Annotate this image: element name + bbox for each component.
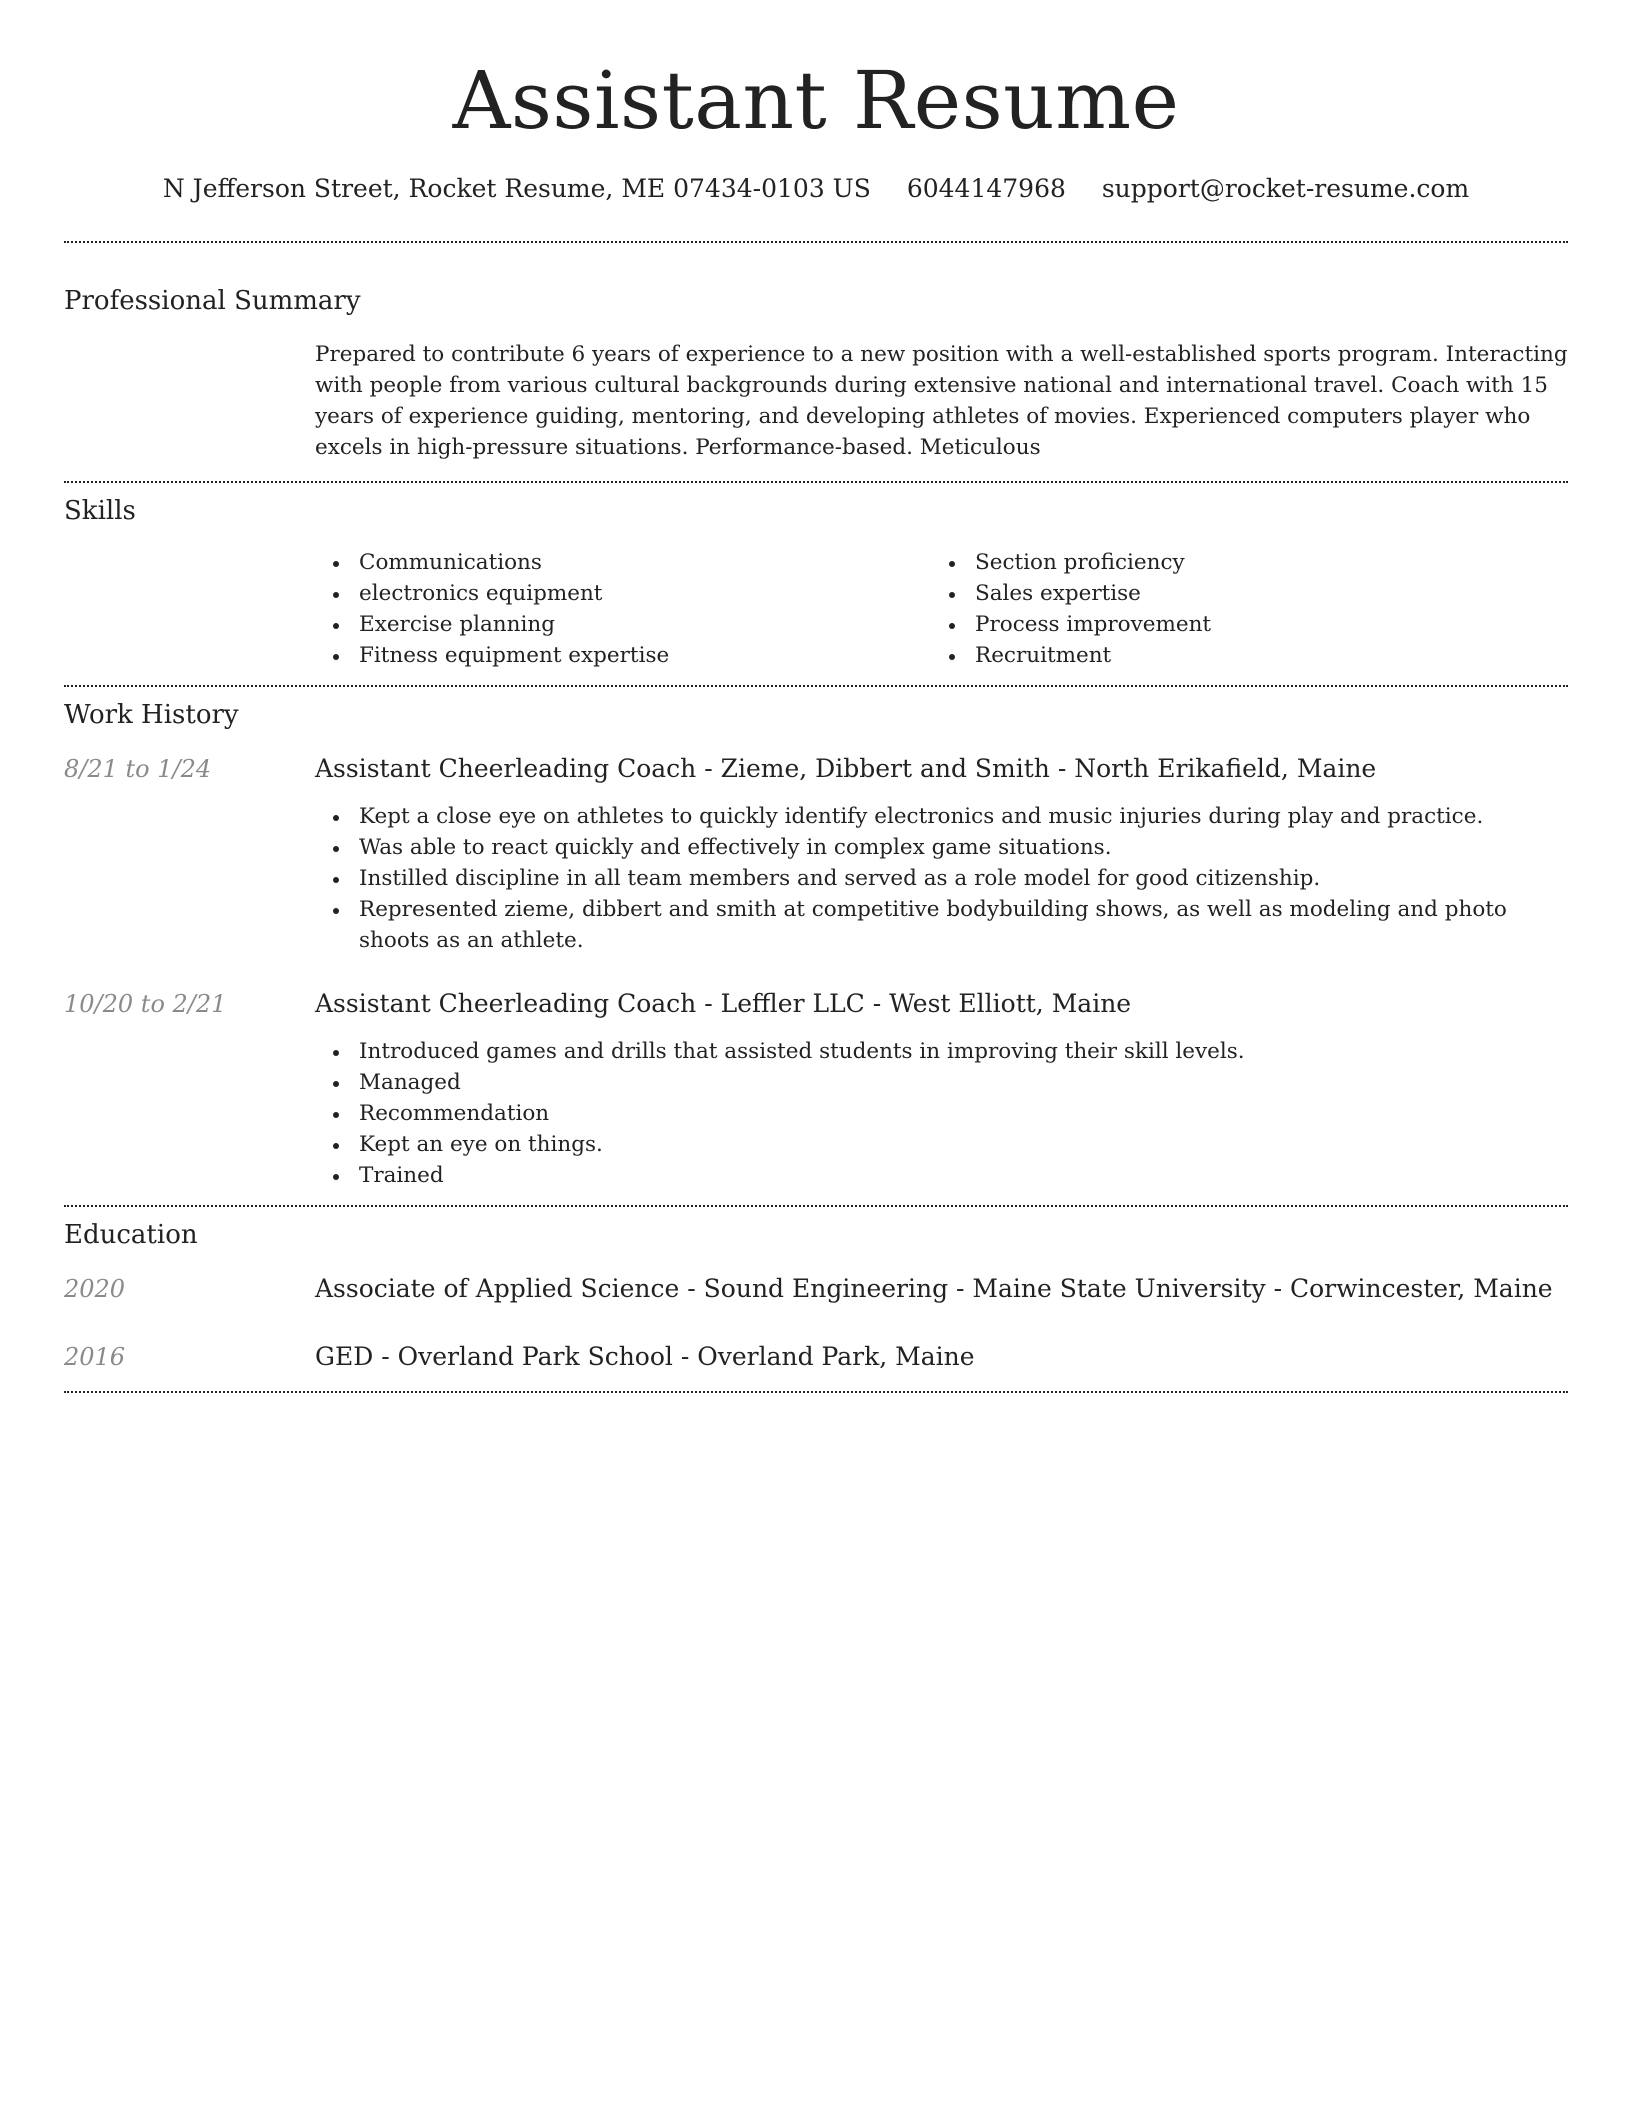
skill-item: Recruitment <box>931 640 1547 671</box>
skills-section <box>64 483 1568 671</box>
work-date: 10/20 to 2/21 <box>64 990 227 1018</box>
skills-column-left <box>315 547 931 671</box>
work-bullet: Introduced games and drills that assisted students in improving their skill levels. <box>315 1036 1568 1067</box>
education-heading: Education <box>64 1220 198 1250</box>
contact-email: support@rocket-resume.com <box>1101 174 1470 203</box>
education-date: 2020 <box>64 1275 126 1303</box>
work-section <box>64 687 1568 1191</box>
skills-heading: Skills <box>64 496 136 526</box>
work-bullets <box>315 801 1568 956</box>
work-bullet: Recommendation <box>315 1098 1568 1129</box>
work-title: Assistant Cheerleading Coach - Zieme, Dibbert and Smith - North Erikafield, Maine <box>315 754 1377 783</box>
skill-item: Process improvement <box>931 609 1547 640</box>
education-title: Associate of Applied Science - Sound Engineering - Maine State University - Corwincester, Maine <box>315 1274 1553 1303</box>
education-entry <box>64 1341 1568 1373</box>
resume-title: Assistant Resume <box>452 54 1180 147</box>
contact-line <box>64 172 1568 206</box>
skill-item: Communications <box>315 547 931 578</box>
education-entries <box>64 1273 1568 1373</box>
education-title: GED - Overland Park School - Overland Park, Maine <box>315 1342 975 1371</box>
work-entries <box>64 753 1568 1191</box>
work-bullet: Represented zieme, dibbert and smith at competitive bodybuilding shows, as well as modeling and photo shoots as an athlete. <box>315 894 1568 956</box>
skill-item: Fitness equipment expertise <box>315 640 931 671</box>
work-bullet: Managed <box>315 1067 1568 1098</box>
work-heading: Work History <box>64 700 239 730</box>
skill-item: Sales expertise <box>931 578 1547 609</box>
work-bullets <box>315 1036 1568 1191</box>
work-date: 8/21 to 1/24 <box>64 755 212 783</box>
summary-heading: Professional Summary <box>64 286 361 316</box>
work-entry <box>64 753 1568 956</box>
skills-list <box>315 547 1568 671</box>
work-bullet: Kept a close eye on athletes to quickly identify electronics and music injuries during play and practice. <box>315 801 1568 832</box>
work-bullet: Kept an eye on things. <box>315 1129 1568 1160</box>
work-bullet: Was able to react quickly and effectively in complex game situations. <box>315 832 1568 863</box>
summary-text: Prepared to contribute 6 years of experience to a new position with a well-established sports program. Interacting with people from various cultural backgrounds during extensive national and international travel. Coach with 15 years of experience guiding, mentoring, and developing athletes of movies. Experienced computers player who excels in high-pressure situations. Performance-based. Meticulous <box>315 342 1568 460</box>
contact-address: N Jefferson Street, Rocket Resume, ME 07434-0103 US <box>162 174 871 203</box>
skill-item: Exercise planning <box>315 609 931 640</box>
education-section <box>64 1207 1568 1373</box>
education-entry <box>64 1273 1568 1305</box>
contact-phone: 6044147968 <box>906 174 1066 203</box>
work-title: Assistant Cheerleading Coach - Leffler LLC - West Elliott, Maine <box>315 989 1132 1018</box>
divider <box>64 1391 1568 1393</box>
skill-item: Section proficiency <box>931 547 1547 578</box>
education-date: 2016 <box>64 1343 126 1371</box>
work-bullet: Trained <box>315 1160 1568 1191</box>
skills-column-right <box>931 547 1547 671</box>
work-entry <box>64 988 1568 1191</box>
skill-item: electronics equipment <box>315 578 931 609</box>
summary-section <box>64 243 1568 463</box>
work-bullet: Instilled discipline in all team members and served as a role model for good citizenship. <box>315 863 1568 894</box>
